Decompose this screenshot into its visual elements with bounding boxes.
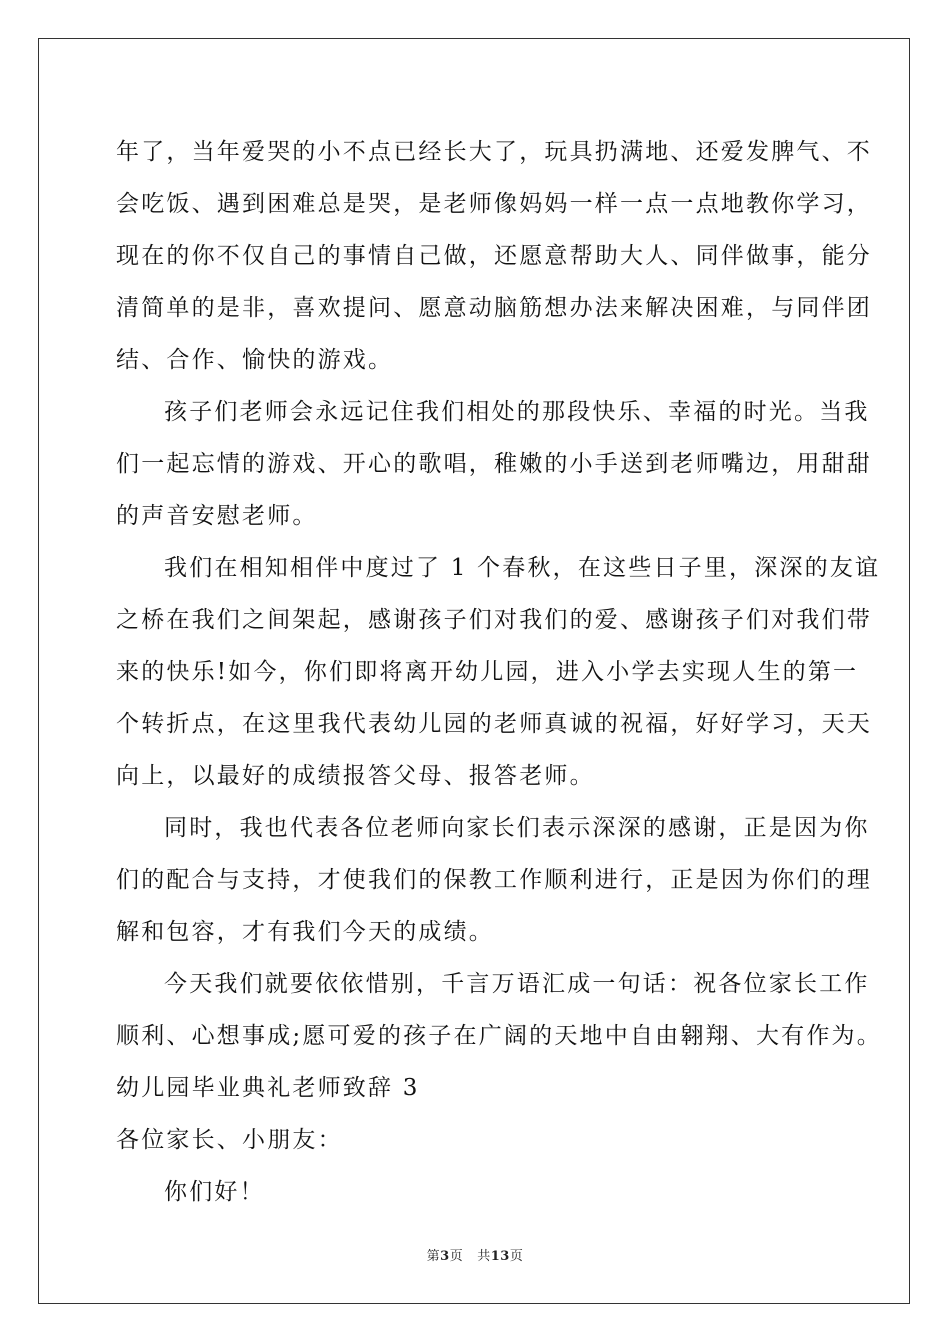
text-line: 顺利、心想事成;愿可爱的孩子在广阔的天地中自由翱翔、大有作为。	[116, 1023, 882, 1049]
text-line: 现在的你不仅自己的事情自己做，还愿意帮助大人、同伴做事，能分	[116, 243, 872, 269]
footer-total-unit: 页	[509, 1249, 524, 1264]
text-line: 各位家长、小朋友：	[116, 1127, 343, 1153]
footer-page-total: 13	[490, 1249, 510, 1264]
footer-page-prefix: 第	[426, 1249, 441, 1264]
text-line: 来的快乐!如今，你们即将离开幼儿园，进入小学去实现人生的第一	[116, 659, 859, 685]
text-line: 今天我们就要依依惜别，千言万语汇成一句话：祝各位家长工作	[164, 971, 870, 997]
text-line: 们的配合与支持，才使我们的保教工作顺利进行，正是因为你们的理	[116, 867, 872, 893]
text-line: 孩子们老师会永远记住我们相处的那段快乐、幸福的时光。当我	[164, 399, 870, 425]
text-line: 同时，我也代表各位老师向家长们表示深深的感谢，正是因为你	[164, 815, 870, 841]
text-line: 清简单的是非，喜欢提问、愿意动脑筋想办法来解决困难，与同伴团	[116, 295, 872, 321]
text-line: 向上，以最好的成绩报答父母、报答老师。	[116, 763, 595, 789]
footer-total-prefix: 共	[477, 1249, 491, 1264]
footer-page-unit: 页	[449, 1249, 464, 1264]
text-line: 结、合作、愉快的游戏。	[116, 347, 394, 373]
text-line: 你们好！	[164, 1179, 265, 1205]
text-line: 会吃饭、遇到困难总是哭，是老师像妈妈一样一点一点地教你学习，	[116, 191, 872, 217]
text-line: 幼儿园毕业典礼老师致辞 3	[116, 1075, 420, 1101]
document-body	[116, 126, 882, 1218]
text-line: 个转折点，在这里我代表幼儿园的老师真诚的祝福，好好学习，天天	[116, 711, 872, 737]
page-footer	[0, 1245, 950, 1264]
text-line: 们一起忘情的游戏、开心的歌唱，稚嫩的小手送到老师嘴边，用甜甜	[116, 451, 872, 477]
text-line: 我们在相知相伴中度过了 1 个春秋，在这些日子里，深深的友谊	[164, 555, 881, 581]
text-line: 解和包容，才有我们今天的成绩。	[116, 919, 494, 945]
text-line: 的声音安慰老师。	[116, 503, 318, 529]
footer-page-current: 3	[440, 1249, 450, 1264]
text-line: 之桥在我们之间架起，感谢孩子们对我们的爱、感谢孩子们对我们带	[116, 607, 872, 633]
text-line: 年了，当年爱哭的小不点已经长大了，玩具扔满地、还爱发脾气、不	[116, 139, 872, 165]
